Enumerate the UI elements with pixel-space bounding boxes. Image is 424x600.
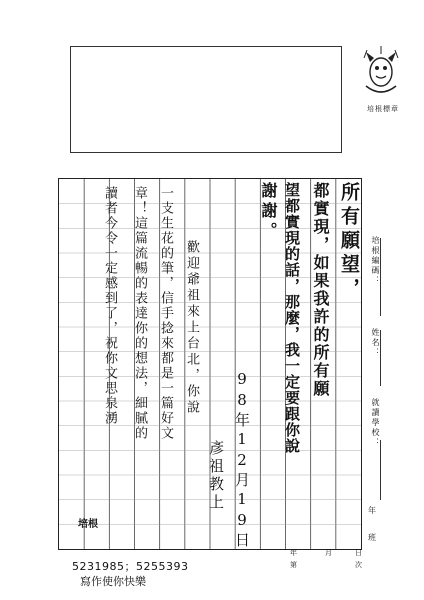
essay-col-2: 望都實現的話，那麼，我一定要跟你說 xyxy=(283,182,301,454)
teacher-stamp-label: 培根 xyxy=(78,519,98,530)
number-label: 第 xyxy=(290,561,297,569)
count-label: 次 xyxy=(355,561,362,569)
essay-col-3: 謝謝。 xyxy=(259,182,278,242)
comment-date: 98年12月19日 xyxy=(233,370,251,550)
name-line xyxy=(380,330,381,386)
name-label: 姓名： xyxy=(371,328,380,358)
grade-label: 年 xyxy=(368,506,376,515)
month-label: 月 xyxy=(325,549,332,557)
day-label: 日 xyxy=(355,549,362,557)
code-label: 培根編碼： xyxy=(371,236,380,286)
comment-col-4: 讀者今令一定感到了，祝你文思泉湧 xyxy=(102,186,117,426)
school-line xyxy=(380,440,381,500)
code-line xyxy=(380,238,381,316)
mascot-stamp-icon xyxy=(358,40,404,100)
year-label: 年 xyxy=(290,549,297,557)
school-label: 就讀學校： xyxy=(371,398,380,448)
comment-col-3: 章！這篇流暢的表達你的想法，細膩的 xyxy=(132,186,147,441)
comment-col-2: 一支生花的筆，信手捻來都是一篇好文 xyxy=(158,186,173,441)
teacher-signature: 彥祖教上 xyxy=(207,440,225,512)
essay-col-1: 所有願望， xyxy=(338,182,360,302)
essay-col-main: 都實現，如果我許的所有願 xyxy=(311,182,330,398)
footer-codes: 5231985；5255393 xyxy=(72,560,189,573)
top-blank-box xyxy=(70,46,342,153)
stamp-label: 培根標章 xyxy=(367,105,399,113)
comment-col-1: 歡迎爺祖來上台北，你說 xyxy=(184,240,199,416)
footer-slogan: 寫作使你快樂 xyxy=(80,575,146,588)
class-label: 班 xyxy=(368,533,376,542)
